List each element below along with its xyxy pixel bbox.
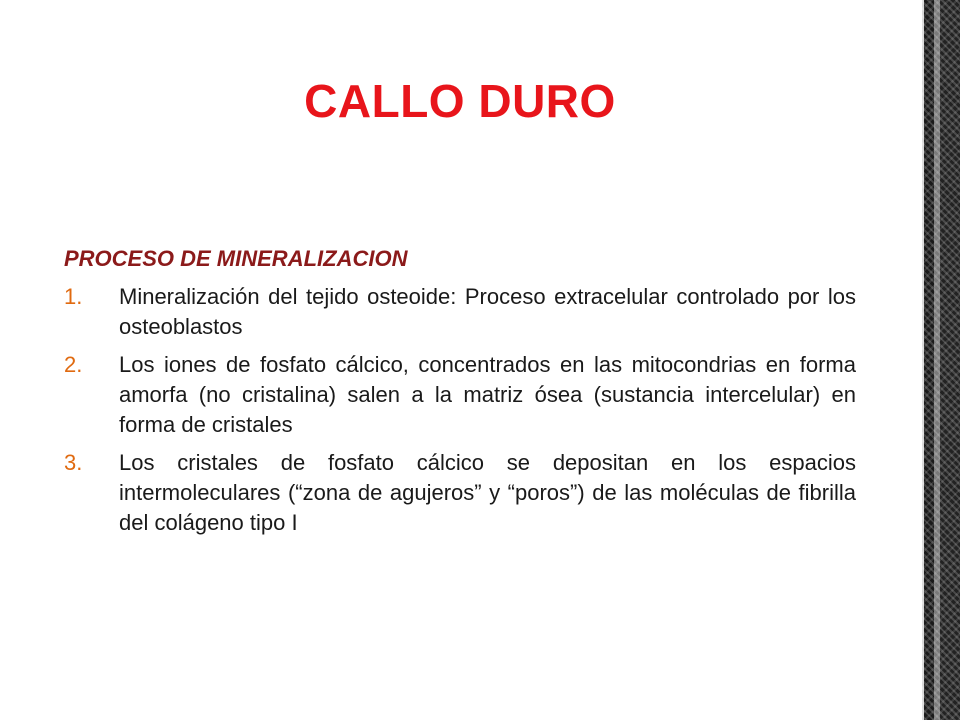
list-item [64, 350, 856, 440]
list-item-number: 3. [64, 450, 83, 475]
list-item-text: Los iones de fosfato cálcico, concentrados en las mitocondrias en forma amorfa (no cristalina) salen a la matriz ósea (sustancia intercelular) en forma de cristales [119, 352, 856, 437]
list-item [64, 448, 856, 538]
slide-title: CALLO DURO [304, 75, 616, 127]
numbered-list [64, 282, 856, 546]
list-item-number: 1. [64, 284, 83, 309]
section-heading: PROCESO DE MINERALIZACION [64, 246, 408, 271]
list-item-text: Mineralización del tejido osteoide: Proceso extracelular controlado por los osteoblastos [119, 284, 856, 339]
decorative-right-border [918, 0, 960, 720]
list-item [64, 282, 856, 342]
list-item-number: 2. [64, 352, 83, 377]
list-item-text: Los cristales de fosfato cálcico se depositan en los espacios intermoleculares (“zona de agujeros” y “poros”) de las moléculas de fibrilla del colágeno tipo I [119, 450, 856, 535]
